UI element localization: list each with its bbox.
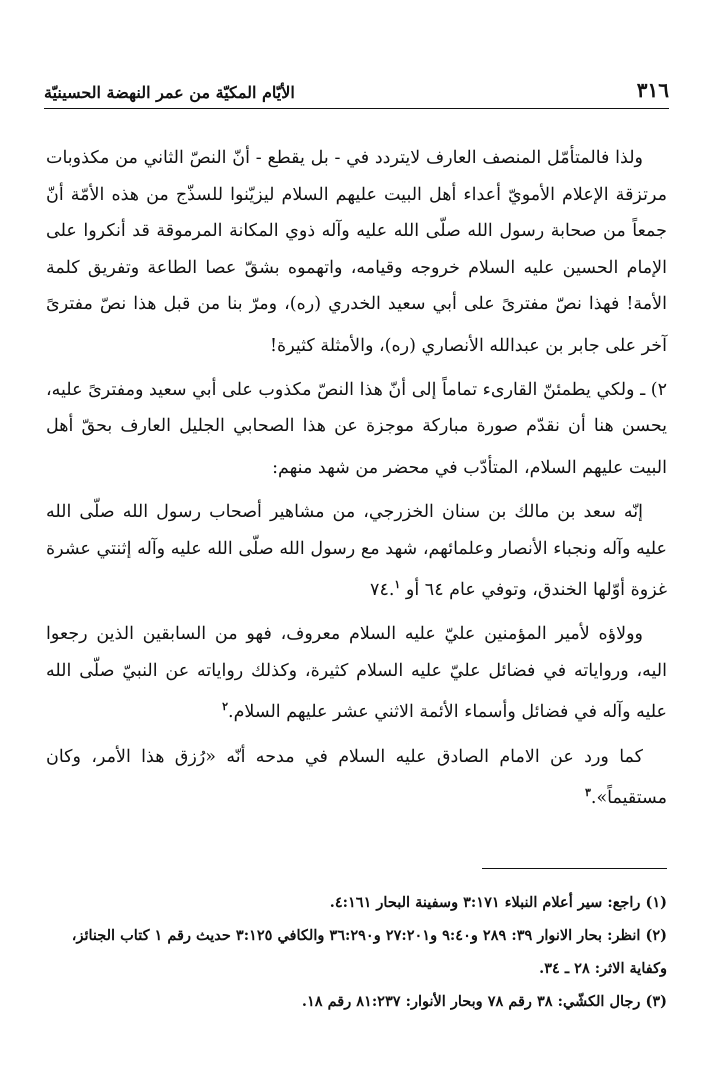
- footnote: (١) راجع: سير أعلام النبلاء ٣:١٧١ وسفينة البحار ٤:١٦١.: [329, 894, 667, 911]
- footnote-ref: ١: [394, 578, 401, 592]
- page-header: [44, 62, 669, 109]
- paragraph-text: إنّه سعد بن مالك بن سنان الخزرجي، من مشاهير أصحاب رسول الله صلّى الله عليه وآله ونجباء الأنصار وعلمائهم، شهد مع رسول الله صلّى الله عليه وآله إثنتي عشرة غزوة أوّلها الخندق، وتوفي عام ٦٤ أو ٧٤.: [46, 502, 667, 600]
- paragraph-text: ٢) ـ ولكي يطمئنّ القارىء تماماً إلى أنّ هذا النصّ مكذوب على أبي سعيد ومفترىً عليه، يحسن هنا أن نقدّم صورة مباركة موجزة عن هذا الصحابي الجليل العارف بحقّ أهل البيت عليهم السلام، المتأدّب في محضر من شهد منهم:: [46, 379, 667, 478]
- footnote-ref: ٢: [222, 700, 229, 714]
- paragraph-text: كما ورد عن الامام الصادق عليه السلام في مدحه أنّه «رُزق هذا الأمر، وكان مستقيماً».: [46, 746, 667, 809]
- footnote: (٢) انظر: بحار الانوار ٣٩: ٢٨٩ و٩:٤٠ و٢٧:٢٠١ و٣٦:٢٩٠ والكافي ٣:١٢٥ حديث رقم ١ كتاب الجنائز، وكفاية الاثر: ٢٨ ـ ٣٤.: [71, 927, 667, 977]
- paragraph: [46, 494, 667, 608]
- paragraph-text: ولذا فالمتأمّل المنصف العارف لايتردد في - بل يقطع - أنّ النصّ الثاني من مكذوبات مرتزقة الإعلام الأمويّ أعداء أهل البيت عليهم السلام ليزيّنوا للسذّج من هذه الأمّة أنّ جمعاً من صحابة رسول الله صلّى الله عليه وآله ذوي المكانة المرموقة قد أنكروا على الإمام الحسين عليه السلام خروجه وقيامه، واتهموه بشقّ عصا الطاعة وتفريق كلمة الأمة! فهذا نصّ مفترىً على أبي سعيد الخدري (ره)، ومرّ بنا من قبل هذا نصّ مفترىً آخر على جابر بن عبدالله الأنصاري (ره)، والأمثلة كثيرة!: [46, 148, 667, 356]
- footnote-ref: ٣: [584, 786, 591, 800]
- paragraph: [46, 616, 667, 730]
- paragraph: [46, 372, 667, 486]
- running-title: الأيّام المكيّة من عمر النهضة الحسينيّة: [44, 83, 295, 102]
- paragraph: [46, 739, 667, 817]
- paragraph: [46, 140, 667, 364]
- body-text: [46, 140, 667, 825]
- footnote-separator: [482, 868, 667, 869]
- paragraph-text: وولاؤه لأمير المؤمنين عليّ عليه السلام معروف، فهو من السابقين الذين رجعوا اليه، ورواياته في فضائل عليّ عليه السلام كثيرة، وكذلك رواياته عن النبيّ صلّى الله عليه وآله في فضائل وأسماء الأئمة الاثني عشر عليهم السلام.: [46, 624, 667, 723]
- footnotes: [46, 886, 667, 1018]
- page-number: ٣١٦: [636, 78, 669, 102]
- footnote: (٣) رجال الكشّي: ٣٨ رقم ٧٨ وبحار الأنوار: ٨١:٢٣٧ رقم ١٨.: [301, 993, 667, 1010]
